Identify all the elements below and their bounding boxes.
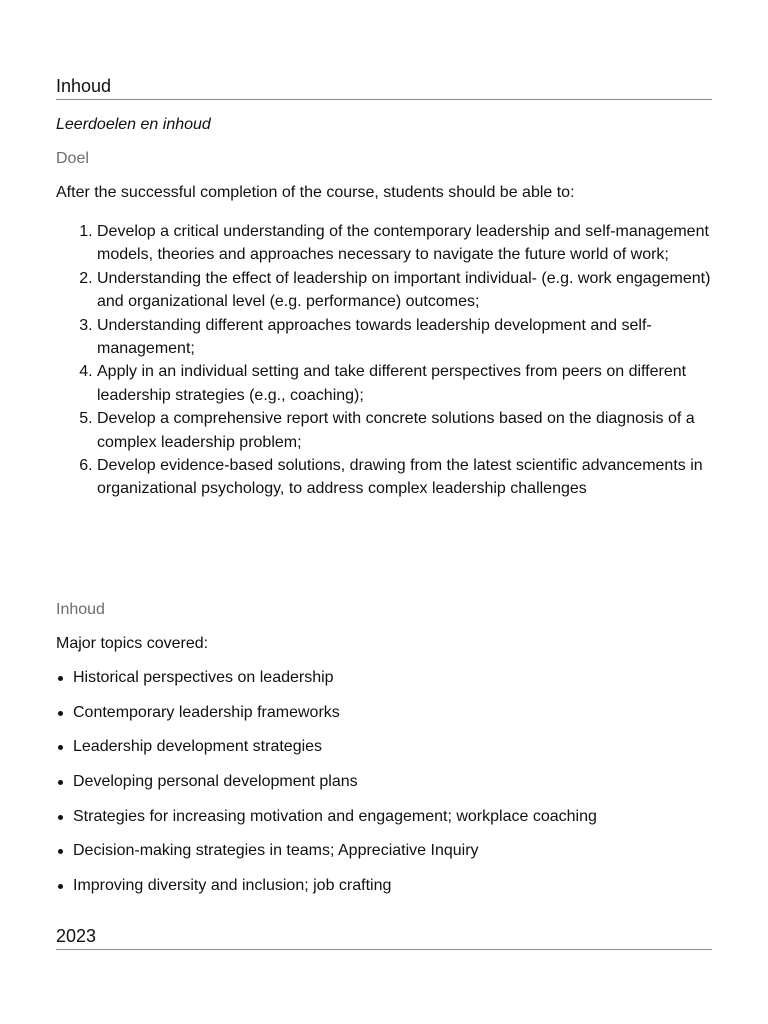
objective-item: 3. Understanding different approaches towards leadership development and self-management; bbox=[97, 314, 712, 361]
topic-text: Contemporary leadership frameworks bbox=[73, 703, 340, 721]
section-heading-inhoud: Inhoud bbox=[56, 75, 712, 100]
topic-item bbox=[73, 668, 712, 688]
objective-item: 5. Develop a comprehensive report with concrete solutions based on the diagnosis of a complex leadership problem; bbox=[97, 407, 712, 454]
objective-item: 1. Develop a critical understanding of the contemporary leadership and self-management models, theories and approaches necessary to navigate the future world of work; bbox=[97, 220, 712, 267]
objective-item: 6. Develop evidence-based solutions, drawing from the latest scientific advancements in organizational psychology, to address complex leadership challenges bbox=[97, 454, 712, 501]
topic-item bbox=[73, 703, 712, 723]
topic-text: Leadership development strategies bbox=[73, 738, 323, 756]
bullet-icon bbox=[58, 780, 63, 785]
topics-list bbox=[56, 668, 712, 911]
topic-text: Decision-making strategies in teams; Appreciative Inquiry bbox=[73, 842, 479, 860]
topics-intro: Major topics covered: bbox=[56, 635, 209, 652]
topic-text: Improving diversity and inclusion; job crafting bbox=[73, 877, 392, 895]
bullet-icon bbox=[58, 676, 63, 681]
section-heading-year: 2023 bbox=[56, 925, 712, 950]
bullet-icon bbox=[58, 815, 63, 820]
bullet-icon bbox=[58, 745, 63, 750]
topic-item bbox=[73, 772, 712, 792]
bullet-icon bbox=[58, 711, 63, 716]
objectives-list bbox=[56, 220, 712, 501]
bullet-icon bbox=[58, 884, 63, 889]
topic-item bbox=[73, 841, 712, 861]
topic-item bbox=[73, 807, 712, 827]
topic-text: Developing personal development plans bbox=[73, 773, 358, 791]
subtitle-learning-goals: Leerdoelen en inhoud bbox=[56, 116, 211, 133]
objective-item: 2. Understanding the effect of leadership on important individual- (e.g. work engagement) and organizational level (e.g. performance) outcomes; bbox=[97, 267, 712, 314]
objective-item: 4. Apply in an individual setting and take different perspectives from peers on different leadership strategies (e.g., coaching); bbox=[97, 360, 712, 407]
label-inhoud: Inhoud bbox=[56, 601, 105, 618]
label-doel: Doel bbox=[56, 150, 89, 167]
topic-item bbox=[73, 876, 712, 896]
bullet-icon bbox=[58, 849, 63, 854]
objectives-intro: After the successful completion of the course, students should be able to: bbox=[56, 184, 575, 201]
topic-text: Historical perspectives on leadership bbox=[73, 669, 334, 686]
topic-text: Strategies for increasing motivation and engagement; workplace coaching bbox=[73, 807, 597, 825]
topic-item bbox=[73, 737, 712, 757]
